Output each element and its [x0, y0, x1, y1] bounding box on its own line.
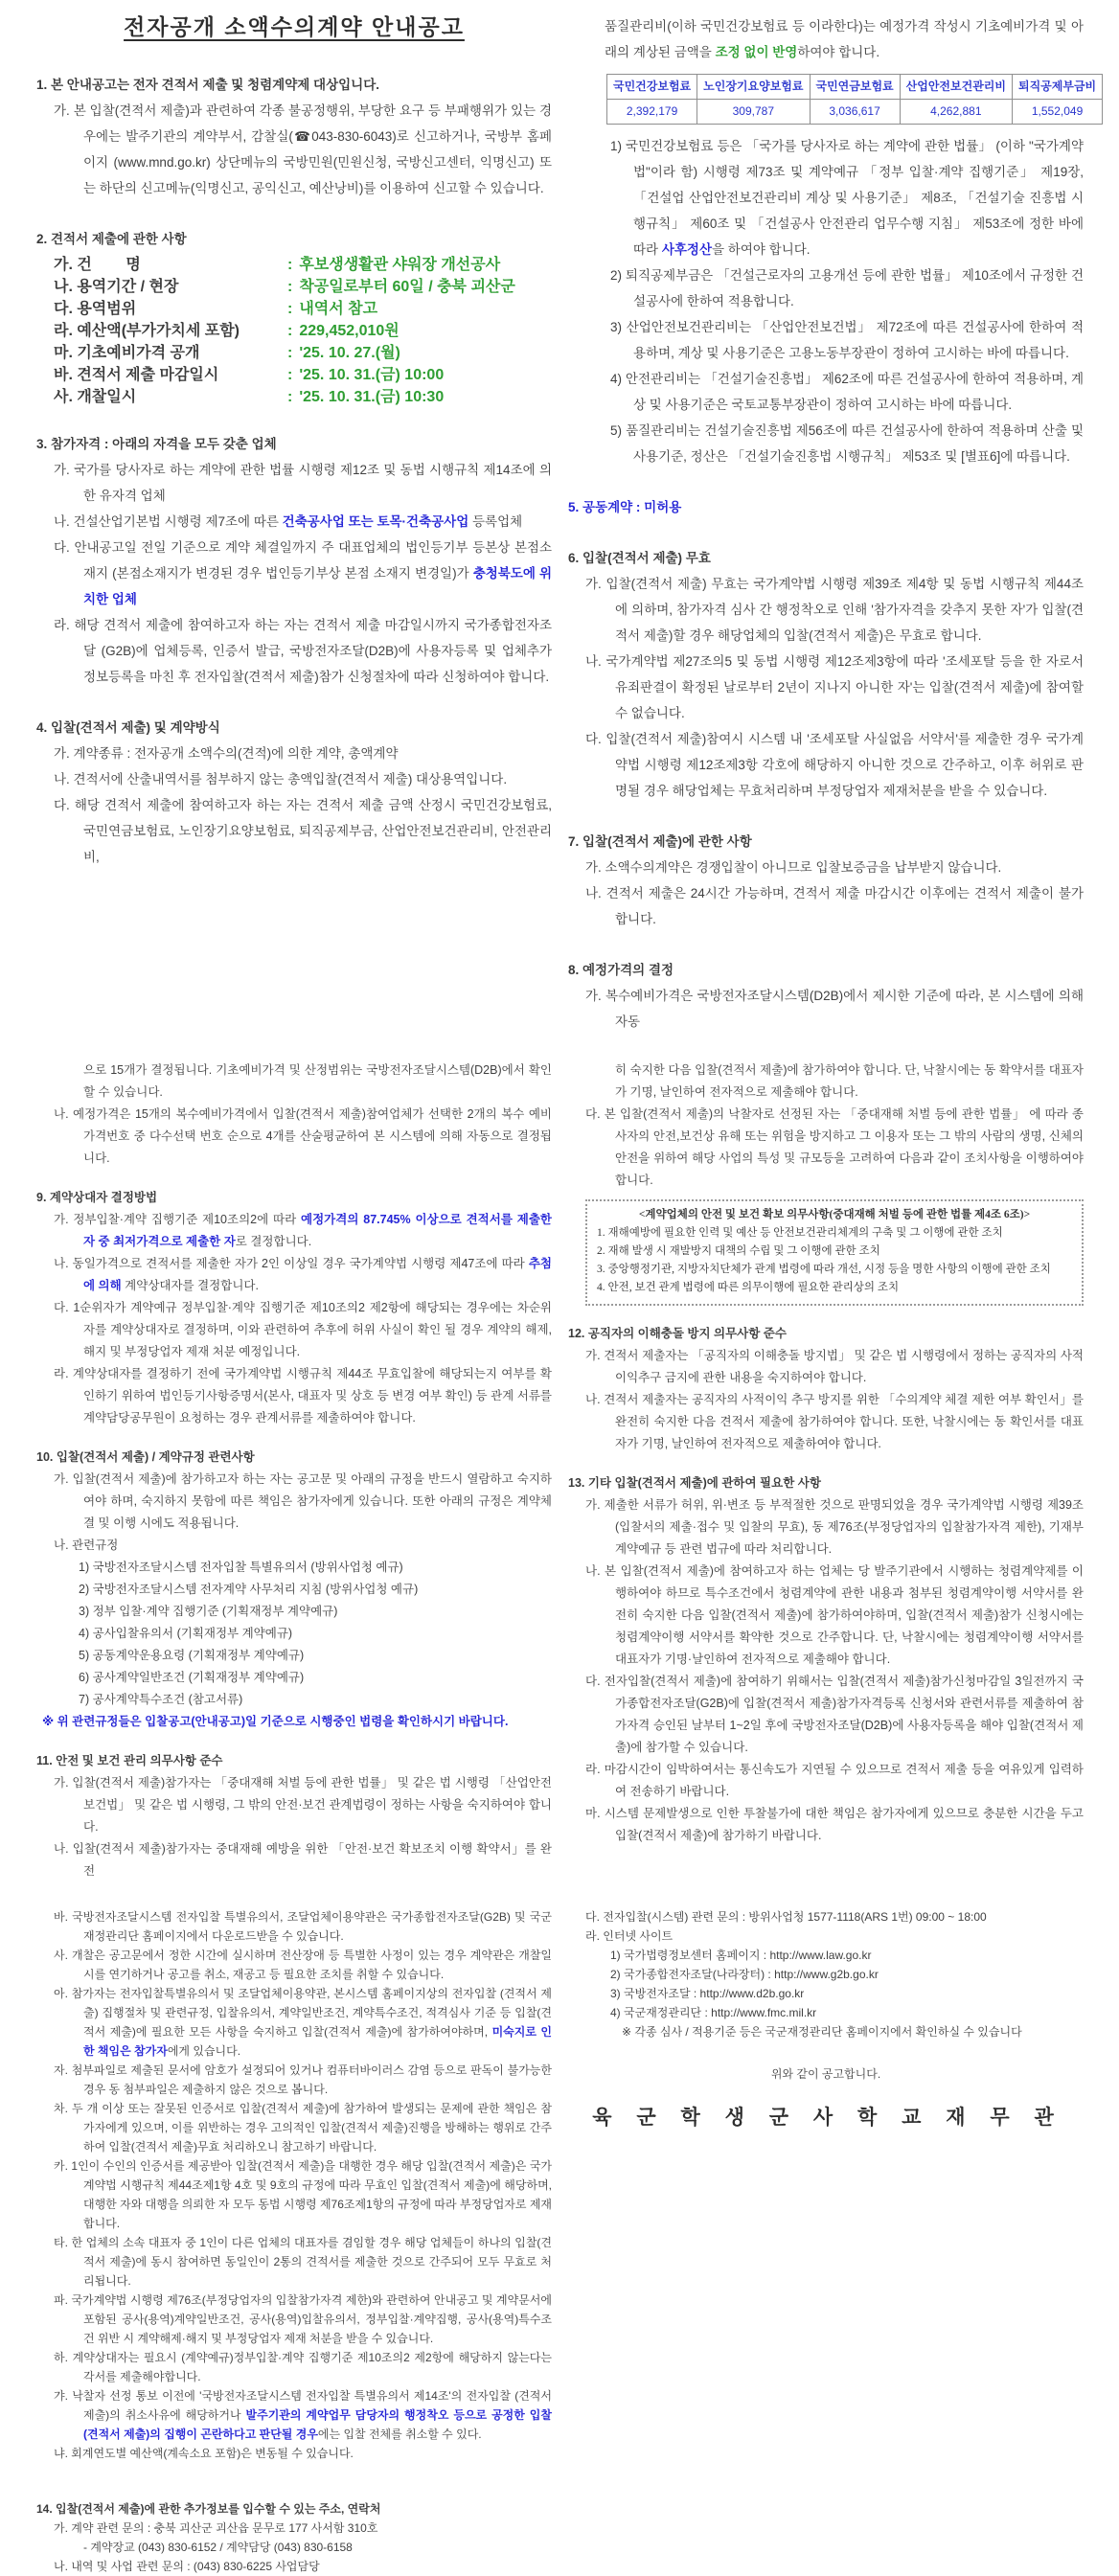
colon: : — [287, 301, 293, 317]
field-row-opening — [54, 384, 552, 406]
colon: : — [287, 367, 293, 383]
colon: : — [287, 279, 293, 295]
section-13-item-ja: 자. 첨부파일로 제출된 문서에 암호가 설정되어 있거나 컴퓨터바이러스 감염 등으로 판독이 불가능한 경우 동 첨부파일은 제출하지 않은 것으로 봅니다. — [54, 2063, 552, 2096]
section-3-heading: 3. 참가자격 : 아래의 자격을 모두 갖춘 업체 — [36, 437, 277, 451]
field-value-text: 내역서 참고 — [299, 301, 378, 317]
section-7-item-na: 나. 견적서 제출은 24시간 가능하며, 견적서 제출 마감시간 이후에는 견적서 제출이 불가합니다. — [585, 886, 1084, 926]
section-4-item-da-continuation: 품질관리비(이하 국민건강보험료 등 이라한다)는 예정가격 작성시 기초예비가격 및 아래의 계상된 금액을 조정 없이 반영하여야 합니다. — [605, 19, 1084, 59]
field-value-text: '25. 10. 31.(금) 10:30 — [299, 389, 445, 405]
table-note-3: 3) 산업안전보건관리비는 「산업안전보건법」 제72조에 따른 건설공사에 한하여 적용하며, 계상 및 사용기준은 고용노동부장관이 정하여 고시하는 바에 따릅니다. — [610, 320, 1084, 360]
safety-box-line-4: 4. 안전, 보건 관계 법령에 따른 의무이행에 필요한 관리상의 조치 — [597, 1282, 900, 1293]
section-7-heading: 7. 입찰(견적서 제출)에 관한 사항 — [568, 834, 752, 849]
table-value-row — [607, 100, 1103, 125]
section-12-item-ga: 가. 견적서 제출자는 「공직자의 이해충돌 방지법」 및 같은 법 시행령에서 정하는 공직자의 사적 이익추구 금지에 관한 내용을 숙지하여야 합니다. — [585, 1349, 1084, 1384]
band1-right-column — [568, 0, 1097, 1035]
band1-left-column — [36, 0, 552, 1035]
section-13-item-ah: 아. 참가자는 전자입찰특별유의서 및 조달업체이용약관, 본시스템 홈페이지상의 전자입찰 (견적서 제출) 집행절차 및 관련규정, 입찰유의서, 계약일반조건, 계약특수조건, 적격심사 기준 등 입찰(견적서 제출)에 필요한 모든 사항을 숙지하고 입찰(견적서 제출)에 참가하여야하며, 미숙지로 인한 책임은 참가자에게 있습니다. — [54, 1987, 552, 2058]
section-13-item-da: 다. 전자입찰(견적서 제출)에 참여하기 위해서는 입찰(견적서 제출)참가신청마감일 3일전까지 국가종합전자조달(G2B)에 입찰(견적서 제출)참가자격등록 신청서와 관련서류를 제출하여 참가자격 승인된 날부터 1~2일 후에 국방전자조달(D2B)에 사용자등록을 해야 입찰(견적서 제출)에 참가할 수 있습니다. — [585, 1675, 1084, 1754]
section-11-item-ga: 가. 입찰(견적서 제출)참가자는 「중대재해 처벌 등에 관한 법률」 및 같은 법 시행령 「산업안전보건법」 및 같은 법 시행령, 그 밖의 안전·보건 관계법령이 정하는 사항을 숙지하여야 합니다. — [54, 1776, 552, 1834]
field-row-project-name — [54, 252, 552, 274]
signer-name: 육 군 학 생 군 사 학 교 재 무 관 — [592, 2107, 1060, 2129]
field-row-scope — [54, 296, 552, 318]
section-13-item-gya: 갸. 낙찰자 선정 통보 이전에 '국방전자조달시스템 전자입찰 특별유의서 제14조'의 전자입찰 (견적서 제출)의 취소사유에 해당하거나 발주기관의 계약업무 담당자의 행정착오 등으로 공정한 입찰(견적서 제출)의 집행이 곤란하다고 판단될 경우에는 입찰 전체를 취소할 수 있다. — [54, 2389, 552, 2441]
section-13-item-cha: 차. 두 개 이상 또는 잘못된 인증서로 입찰(견적서 제출)에 참가하여 발생되는 문제에 관한 책임은 참가자에게 있으며, 이를 위반하는 경우 고의적인 입찰(견적서 제출)진행을 방해하는 행위로 간주하여 입찰(견적서 제출)무효 처리하오니 참고하기 바랍니다. — [54, 2102, 552, 2154]
section-13-item-ma: 마. 시스템 문제발생으로 인한 투찰불가에 대한 책임은 참가자에게 있으므로 충분한 시간을 두고 입찰(견적서 제출)에 참가하기 바랍니다. — [585, 1807, 1084, 1842]
section-12-item-na: 나. 견적서 제출자는 공직자의 사적이익 추구 방지를 위한 「수의계약 체결 제한 여부 확인서」를 완전히 숙지한 다음 견적서 제출에 참가하여야 합니다. 또한, 낙찰시에는 동 확인서를 대표자가 기명, 날인하여 전자적으로 제출하여야 합니다. — [585, 1393, 1084, 1450]
section-13-item-ba: 바. 국방전자조달시스템 전자입찰 특별유의서, 조달업체이용약관은 국가종합전자조달(G2B) 및 국군재정관리단 홈페이지에서 다운로드받을 수 있습니다. — [54, 1910, 552, 1943]
section-9-item-ga: 가. 정부입찰·계약 집행기준 제10조의2에 따라 예정가격의 87.745% 이상으로 견적서를 제출한 자 중 최저가격으로 제출한 자로 결정합니다. — [54, 1213, 552, 1248]
colon: : — [287, 389, 293, 405]
field-row-period-site — [54, 274, 552, 296]
section-4-item-da: 다. 해당 견적서 제출에 참여하고자 하는 자는 견적서 제출 금액 산정시 국민건강보험료, 국민연금보험료, 노인장기요양보험료, 퇴직공제부금, 산업안전보건관리비, 안전관리비, — [54, 798, 552, 864]
closing-announcement: 위와 같이 공고합니다. — [770, 2067, 881, 2081]
regulation-5: 5) 공동계약운용요령 (기획재정부 계약예규) — [79, 1649, 305, 1662]
section-14-item-na: 나. 내역 및 사업 관련 문의 : (043) 830-6225 사업담당 — [54, 2560, 320, 2573]
page-title — [36, 10, 552, 41]
section-11-heading: 11. 안전 및 보건 관리 의무사항 준수 — [36, 1754, 223, 1767]
section-1-heading: 1. 본 안내공고는 전자 견적서 제출 및 청렴계약제 대상입니다. — [36, 78, 379, 92]
band3-left-column — [36, 1882, 552, 2576]
section-13-item-sa: 사. 개찰은 공고문에서 정한 시간에 실시하며 전산장애 등 특별한 사정이 있는 경우 계약관은 개찰일시를 연기하거나 공고를 취소, 재공고 등 필요한 조치를 취할 수 있습니다. — [54, 1949, 552, 1981]
safety-box-line-2: 2. 재해 발생 시 재발방지 대책의 수립 및 그 이행에 관한 조치 — [597, 1245, 880, 1257]
section-9-item-na: 나. 동일가격으로 견적서를 제출한 자가 2인 이상일 경우 국가계약법 시행령 제47조에 따라 추첨에 의해 계약상대자를 결정합니다. — [54, 1257, 552, 1292]
section-10-note: ※ 위 관련규정들은 입찰공고(안내공고)일 기준으로 시행중인 법령을 확인하시기 바랍니다. — [42, 1715, 509, 1728]
section-3-item-da: 다. 안내공고일 전일 기준으로 계약 체결일까지 주 대표업체의 법인등기부 등본상 본점소재지 (본점소재지가 변경된 경우 법인등기부상 본점 소재지 변경일)가 충청북도에 위치한 업체 — [54, 540, 553, 606]
table-note-2: 2) 퇴직공제부금은 「건설근로자의 고용개선 등에 관한 법률」 제10조에서 규정한 건설공사에 한하여 적용합니다. — [610, 268, 1084, 308]
section-8-item-ga-continuation: 으로 15개가 결정됩니다. 기초예비가격 및 산정범위는 국방전자조달시스템(D2B)에서 확인할 수 있습니다. — [83, 1063, 552, 1099]
field-value — [287, 274, 515, 296]
section-14-note: ※ 각종 심사 / 적용기준 등은 국군재정관리단 홈페이지에서 확인하실 수 있습니다 — [622, 2025, 1022, 2039]
regulation-7: 7) 공사계약특수조건 (참고서류) — [79, 1693, 243, 1706]
field-value-text: '25. 10. 31.(금) 10:00 — [299, 367, 445, 383]
section-7-item-ga: 가. 소액수의계약은 경쟁입찰이 아니므로 입찰보증금을 납부받지 않습니다. — [585, 860, 1002, 875]
section-3-item-ra: 라. 해당 견적서 제출에 참여하고자 하는 자는 견적서 제출 마감일시까지 국가종합전자조달 (G2B)에 업체등록, 인증서 발급, 국방전자조달(D2B)에 사용자등록 및 업체추가 정보등록을 마친 후 전자입찰(견적서 제출)참가 신청절차에 따라 신청하여야 합니다. — [54, 618, 552, 684]
field-value-text: '25. 10. 27.(월) — [299, 345, 400, 361]
section-13-item-nya: 냐. 회계연도별 예산액(계속소요 포함)은 변동될 수 있습니다. — [54, 2447, 354, 2460]
section-6-item-ga: 가. 입찰(견적서 제출) 무효는 국가계약법 시행령 제39조 제4항 및 동법 시행규칙 제44조에 의하며, 참가자격 심사 간 행정착오로 인해 '참가자격을 갖추지 못한 자'가 입찰(견적서 제출)할 경우 해당업체의 입찰(견적서 제출)은 무효로 합니다. — [585, 577, 1084, 643]
section-10-item-ga: 가. 입찰(견적서 제출)에 참가하고자 하는 자는 공고문 및 아래의 규정을 반드시 열람하고 숙지하여야 하며, 숙지하지 못함에 따른 책임은 참가자에게 있습니다. 또한 아래의 규정은 계약체결 및 이행 시에도 적용됩니다. — [54, 1472, 552, 1530]
field-label: 다. 용역범위 — [54, 301, 137, 317]
site-fmc-mil-kr: 4) 국군재정관리단 : http://www.fmc.mil.kr — [610, 2006, 817, 2019]
regulation-3: 3) 정부 입찰·계약 집행기준 (기획재정부 계약예규) — [79, 1605, 338, 1618]
site-g2b-go-kr: 2) 국가종합전자조달(나라장터) : http://www.g2b.go.kr — [610, 1968, 879, 1981]
field-value — [287, 340, 400, 362]
section-13-item-ta: 타. 한 업체의 소속 대표자 중 1인이 다른 업체의 대표자를 겸임할 경우 해당 업체들이 하나의 입찰(견적서 제출)에 동시 참여하면 동일인이 2통의 견적서를 제출한 것으로 간주되어 모두 무효로 처리됩니다. — [54, 2236, 552, 2288]
field-value — [287, 252, 500, 274]
section-14-item-ga: 가. 계약 관련 문의 : 충북 괴산군 괴산읍 문무로 177 사서함 310호 — [54, 2521, 378, 2535]
section-4-item-ga: 가. 계약종류 : 전자공개 소액수의(견적)에 의한 계약, 총액계약 — [54, 746, 399, 761]
table-value-cell-0: 2,392,179 — [607, 100, 697, 125]
table-header-row — [607, 75, 1103, 100]
table-header-cell-3: 산업안전보건관리비 — [900, 75, 1012, 100]
band3-right-column — [568, 1882, 1084, 2576]
page-band-3 — [0, 1882, 1119, 2576]
section-6-item-da: 다. 입찰(견적서 제출)참여시 시스템 내 '조세포탈 사실없음 서약서'를 제출한 경우 국가계약법 시행령 제12조제3항 각호에 해당하지 아니한 것으로 간주하고, 이후 허위로 판명될 경우 해당업체는 무효처리하며 부정당업자 제재처분을 받을 수 있습니다. — [585, 732, 1084, 798]
section-12-heading: 12. 공직자의 이해충돌 방지 의무사항 준수 — [568, 1327, 787, 1340]
section-14-heading: 14. 입찰(견적서 제출)에 관한 추가정보를 입수할 수 있는 주소, 연락처 — [36, 2502, 381, 2516]
table-header-cell-0: 국민건강보험료 — [607, 75, 697, 100]
regulation-1: 1) 국방전자조달시스템 전자입찰 특별유의서 (방위사업청 예규) — [79, 1561, 403, 1574]
field-value-text: 229,452,010원 — [299, 323, 400, 339]
field-label: 바. 견적서 제출 마감일시 — [54, 367, 219, 383]
safety-box-title: <계약업체의 안전 및 보건 확보 의무사항(중대재해 처벌 등에 관한 법률 제4조 6조)> — [638, 1209, 1031, 1220]
field-value — [287, 318, 400, 340]
band2-right-column — [568, 1035, 1084, 1882]
section-4-heading: 4. 입찰(견적서 제출) 및 계약방식 — [36, 720, 220, 735]
colon: : — [287, 323, 293, 339]
page-title-text: 전자공개 소액수의계약 안내공고 — [124, 14, 465, 39]
section-6-heading: 6. 입찰(견적서 제출) 무효 — [568, 551, 711, 565]
table-note-5: 5) 품질관리비는 건설기술진흥법 제56조에 따른 건설공사에 한하여 적용하며 산출 및 사용기준, 정산은 「건설기술진흥법 시행규칙」 제53조 및 [별표6]에 따릅니다. — [610, 423, 1084, 464]
section-4-item-na: 나. 견적서에 산출내역서를 첨부하지 않는 총액입찰(견적서 제출) 대상용역입니다. — [54, 772, 508, 786]
field-label: 나. 용역기간 / 현장 — [54, 279, 179, 295]
section-5-heading: 5. 공동계약 : 미허용 — [568, 500, 682, 514]
table-value-cell-3: 4,262,881 — [900, 100, 1012, 125]
safety-box-line-1: 1. 재해예방에 필요한 인력 및 예산 등 안전보건관리체계의 구축 및 그 이행에 관한 조치 — [597, 1227, 1003, 1239]
section-8-heading: 8. 예정가격의 결정 — [568, 963, 674, 977]
field-row-budget — [54, 318, 552, 340]
field-row-base-price-open — [54, 340, 552, 362]
section-3-item-ga: 가. 국가를 당사자로 하는 계약에 관한 법률 시행령 제12조 및 동법 시행규칙 제14조에 의한 유자격 업체 — [54, 463, 552, 503]
field-label: 마. 기초예비가격 공개 — [54, 345, 200, 361]
regulation-4: 4) 공사입찰유의서 (기획재정부 계약예규) — [79, 1627, 293, 1640]
field-label: 가. 건 명 — [54, 257, 141, 273]
table-note-4: 4) 안전관리비는 「건설기술진흥법」 제62조에 따른 건설공사에 한하여 적용하며, 계상 및 사용기준은 국토교통부장관이 정하여 고시하는 바에 따릅니다. — [610, 372, 1084, 412]
section-9-heading: 9. 계약상대자 결정방법 — [36, 1191, 158, 1204]
section-1-item-ga: 가. 본 입찰(견적서 제출)과 관련하여 각종 불공정행위, 부당한 요구 등 부패행위가 있는 경우에는 발주기관의 계약부서, 감찰실(☎043-830-6043)로 신고하거나, 국방부 홈페이지 (www.mnd.go.kr) 상단메뉴의 국방민원(민원신청, 국방신고센터, 익명신고) 또는 하단의 신고메뉴(익명신고, 공익신고, 예산낭비)를 이용하여 신고할 수 있습니다. — [54, 103, 552, 195]
section-13-item-ka: 카. 1인이 수인의 인증서를 제공받아 입찰(견적서 제출)을 대행한 경우 해당 입찰(견적서 제출)은 국가계약법 시행규칙 제44조제1항 4호 및 9호의 규정에 따라 무효인 입찰(견적서 제출)에 해당하며, 대행한 자와 대행을 의뢰한 자 모두 동법 시행령 제76조제1항의 규정에 따라 부정당업자로 제재합니다. — [54, 2159, 552, 2230]
table-value-cell-2: 3,036,617 — [810, 100, 900, 125]
table-header-cell-2: 국민연금보험료 — [810, 75, 900, 100]
field-row-deadline — [54, 362, 552, 384]
band2-left-column — [36, 1035, 552, 1882]
field-value — [287, 384, 444, 406]
table-value-cell-1: 309,787 — [697, 100, 810, 125]
table-header-cell-4: 퇴직공제부금비 — [1013, 75, 1103, 100]
safety-obligation-box — [585, 1199, 1084, 1306]
field-value — [287, 296, 377, 318]
field-value — [287, 362, 444, 384]
section-6-item-na: 나. 국가계약법 제27조의5 및 동법 시행령 제12조제3항에 따라 '조세포탈 등을 한 자로서 유죄판결이 확정된 날로부터 2년이 지나지 아니한 자'는 입찰(견적서 제출)에 참여할 수 없습니다. — [585, 654, 1084, 720]
section-14-item-ra: 라. 인터넷 사이트 — [585, 1929, 674, 1943]
section-13-item-ha: 하. 계약상대자는 필요시 (계약예규)정부입찰·계약 집행기준 제10조의2 제2항에 해당하지 않는다는 각서를 제출해야합니다. — [54, 2351, 552, 2383]
section-13-heading: 13. 기타 입찰(견적서 제출)에 관하여 필요한 사항 — [568, 1476, 821, 1490]
site-d2b-go-kr: 3) 국방전자조달 : http://www.d2b.go.kr — [610, 1987, 805, 2000]
section-13-item-ga: 가. 제출한 서류가 허위, 위·변조 등 부적절한 것으로 판명되었을 경우 국가계약법 시행령 제39조(입찰서의 제출·접수 및 입찰의 무효), 동 제76조(부정당업자의 입찰참가자격 제한), 기재부 계약예규 등 관련 법규에 따라 처리합니다. — [585, 1498, 1084, 1556]
field-label: 사. 개찰일시 — [54, 389, 137, 405]
section-9-item-ra: 라. 계약상대자를 결정하기 전에 국가계약법 시행규칙 제44조 무효입찰에 해당되는지 여부를 확인하기 위하여 법인등기사항증명서(본사, 대표자 및 상호 등 변경 여부 확인) 등 관계 서류를 계약담당공무원이 요청하는 경우 관계서류를 제출하여야 합니다. — [54, 1367, 552, 1425]
section-14-item-da: 다. 전자입찰(시스템) 관련 문의 : 방위사업청 1577-1118(ARS 1번) 09:00 ~ 18:00 — [585, 1910, 987, 1924]
section-13-item-ra: 라. 마감시간이 임박하여서는 통신속도가 지연될 수 있으므로 견적서 제출 등을 여유있게 입력하여 전송하기 바랍니다. — [585, 1763, 1084, 1798]
field-label: 라. 예산액(부가가치세 포함) — [54, 323, 240, 339]
colon: : — [287, 257, 293, 273]
safety-box-line-3: 3. 중앙행정기관, 지방자치단체가 관계 법령에 따라 개선, 시정 등을 명한 사항의 이행에 관한 조치 — [597, 1264, 1051, 1275]
section-10-heading: 10. 입찰(견적서 제출) / 계약규정 관련사항 — [36, 1450, 255, 1464]
page-band-1 — [0, 0, 1119, 1035]
table-value-cell-4: 1,552,049 — [1013, 100, 1103, 125]
section-11-item-na: 나. 입찰(견적서 제출)참가자는 중대재해 예방을 위한 「안전·보건 확보조치 이행 확약서」를 완전 — [54, 1842, 552, 1878]
section-9-item-da: 다. 1순위자가 계약예규 정부입찰·계약 집행기준 제10조의2 제2항에 해당되는 경우에는 차순위자를 계약상대자로 결정하며, 이와 관련하여 추후에 허위 사실이 확인 될 경우 계약의 해제, 해지 및 부정당업자 제재 처분 예정입니다. — [54, 1301, 552, 1358]
section-11-item-da: 다. 본 입찰(견적서 제출)의 낙찰자로 선정된 자는 「중대재해 처벌 등에 관한 법률」 에 따라 종사자의 안전,보건상 유해 또는 위험을 방지하고 그 이용자 또는 그 밖의 사람의 생명, 신체의 안전을 위하여 해당 사업의 특성 및 규모등을 고려하여 다음과 같이 조치사항을 이행하여야 합니다. — [585, 1107, 1084, 1187]
table-note-1: 1) 국민건강보험료 등은 「국가를 당사자로 하는 계약에 관한 법률」 (이하 "국가계약법"이라 함) 시행령 제73조 및 계약예규 「정부 입찰·계약 집행기준」 제19장, 「건설업 산업안전보건관리비 계상 및 사용기준」 제8조, 「건설기술 진흥법 시행규칙」 제60조 및 「건설공사 안전관리 업무수행 지침」 제53조에 정한 바에 따라 사후정산을 하여야 합니다. — [610, 139, 1084, 257]
section-13-item-pa: 파. 국가계약법 시행령 제76조(부정당업자의 입찰참가자격 제한)와 관련하여 안내공고 및 계약문서에 포함된 공사(용역)계약일반조건, 공사(용역)입찰유의서, 정부입찰·계약집행, 공사(용역)특수조건 위반 시 계약해제·해지 및 부정당업자 제재 처분을 받을 수 있습니다. — [54, 2293, 552, 2345]
regulation-6: 6) 공사계약일반조건 (기획재정부 계약예규) — [79, 1671, 305, 1684]
section-3-item-na: 나. 건설산업기본법 시행령 제7조에 따른 건축공사업 또는 토목·건축공사업 등록업체 — [54, 514, 523, 529]
field-value-text: 후보생생활관 샤워장 개선공사 — [299, 257, 501, 273]
section-14-item-ga-sub: - 계약장교 (043) 830-6152 / 계약담당 (043) 830-6158 — [83, 2541, 353, 2554]
section-13-item-na: 나. 본 입찰(견적서 제출)에 참여하고자 하는 업체는 당 발주기관에서 시행하는 청렴계약제를 이행하여야 하므로 특수조건에서 청렴계약에 관한 내용과 첨부된 청렴계약이행 서약서를 완전히 숙지한 다음 입찰(견적서 제출)에 참가하여야하며, 입찰(견적서 제출)참가 신청시에는 청렴계약이행 서약서를 확약한 것으로 간주합니다. 단, 낙찰시에는 청렴계약이행 서약서를 대표자가 기명·날인하여 전자적으로 제출해야 합니다. — [585, 1564, 1084, 1666]
site-law-go-kr: 1) 국가법령정보센터 홈페이지 : http://www.law.go.kr — [610, 1949, 872, 1962]
section-10-item-na: 나. 관련규정 — [54, 1539, 119, 1552]
insurance-cost-table — [606, 74, 1103, 125]
section-8-item-na: 나. 예정가격은 15개의 복수예비가격에서 입찰(견적서 제출)참여업체가 선택한 2개의 복수 예비가격번호 중 다수선택 번호 순으로 4개를 산술평균하여 본 시스템에 의해 자동으로 결정됩니다. — [54, 1107, 552, 1165]
field-value-text: 착공일로부터 60일 / 충북 괴산군 — [299, 279, 515, 295]
section-8-item-ga: 가. 복수예비가격은 국방전자조달시스템(D2B)에서 제시한 기준에 따라, 본 시스템에 의해 자동 — [585, 989, 1084, 1029]
page-band-2 — [0, 1035, 1119, 1882]
table-header-cell-1: 노인장기요양보험료 — [697, 75, 810, 100]
section-11-item-na-continuation: 히 숙지한 다음 입찰(견적서 제출)에 참가하여야 합니다. 단, 낙찰시에는 동 확약서를 대표자가 기명, 날인하여 전자적으로 제출해야 합니다. — [615, 1063, 1084, 1099]
colon: : — [287, 345, 293, 361]
section-2-heading: 2. 견적서 제출에 관한 사항 — [36, 232, 187, 246]
regulation-2: 2) 국방전자조달시스템 전자계약 사무처리 지침 (방위사업청 예규) — [79, 1583, 419, 1596]
